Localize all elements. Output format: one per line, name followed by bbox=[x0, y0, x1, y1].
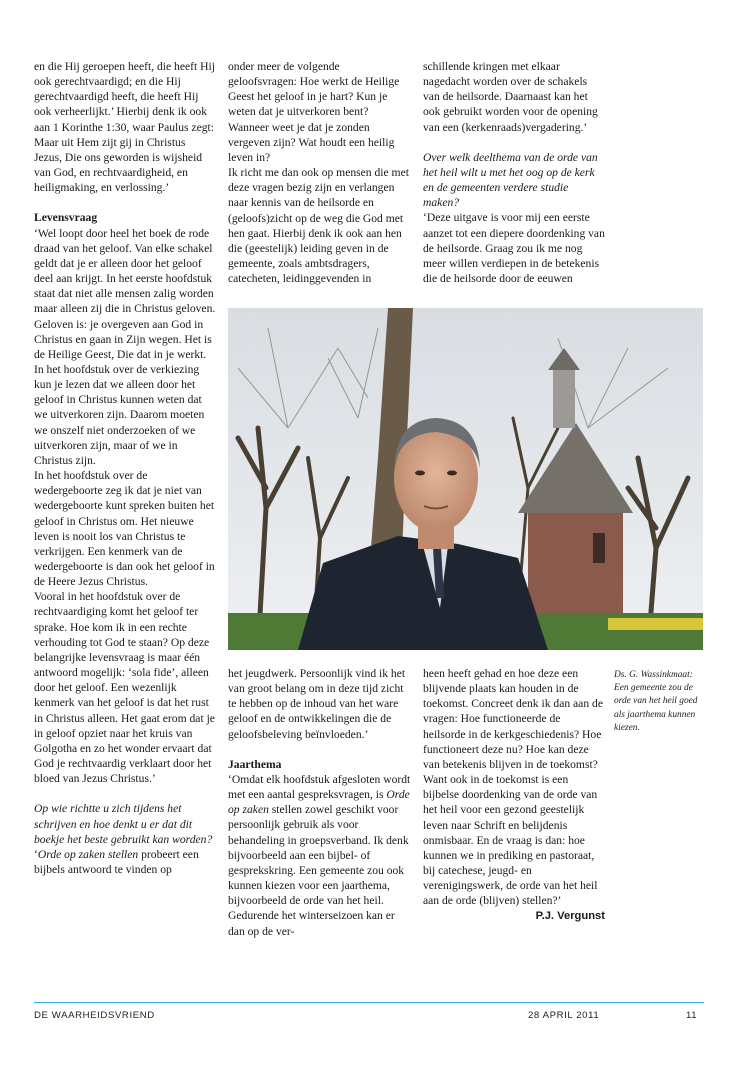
paragraph-text: probeert een bijbels antwoord te vinden op bbox=[34, 847, 199, 876]
paragraph bbox=[228, 772, 411, 939]
book-title: Orde op zaken bbox=[228, 788, 410, 817]
paragraph: In het hoofdstuk over de wedergeboorte zeg ik dat je niet van wedergeboorte kunt spreken buiten het geloof in Christus om. Het nieuwe leven is nooit los van Christus te verkrijgen. Een kenmerk van de wedergeboorte is dan ook het geloof in de Heere Jezus Christus. bbox=[34, 469, 215, 589]
article-column-1 bbox=[34, 59, 216, 877]
section-heading-jaarthema: Jaarthema bbox=[228, 757, 282, 771]
article-column-2-bottom bbox=[228, 666, 411, 939]
footer-divider bbox=[34, 1002, 704, 1003]
section-heading-levensvraag: Levensvraag bbox=[34, 211, 98, 225]
book-title: Orde op zaken stellen bbox=[37, 847, 139, 861]
paragraph-text: stellen zowel geschikt voor persoonlijk gebruik als voor behandeling in groepsverband. Ik denk bijvoorbeeld aan een bijbel- of gesprekskring. Een gemeente zou ook kunnen kiezen voor een jaarthema, bijvoorbeeld de orde van het heil. Gedurende het winterseizoen kan er dan op de ver- bbox=[228, 803, 409, 938]
page-number: 11 bbox=[686, 1010, 698, 1021]
article-column-2 bbox=[228, 59, 411, 286]
paragraph: het jeugdwerk. Persoonlijk vind ik het van groot belang om in deze tijd zicht te hebben op de inhoud van het ware geloof en de ontwikkelingen die de geloofsbeleving beïnvloeden.’ bbox=[228, 667, 406, 741]
quote-mark: ‘ bbox=[34, 847, 38, 861]
paragraph: Vooral in het hoofdstuk over de rechtvaardiging komt het geloof ter sprake. Hoe kom ik in een rechte verhouding tot God te staan? Op deze belangrijke levensvraag is maar één antwoord mogelijk: ‘sola fide’, alleen door het geloof. Een wezenlijk kenmerk van het geloof is dat het rust in Christus alleen. Het gaat erom dat je in geloof opziet naar het kruis van Golgotha en zo het wonder ervaart dat God je rechtvaardig verklaart door het bloed van Jezus Christus.’ bbox=[34, 590, 215, 786]
photo-caption: Ds. G. Wassinkmaat: Een gemeente zou de orde van het heil goed als jaarthema kunnen kiezen. bbox=[614, 670, 698, 733]
portrait-photo bbox=[228, 308, 703, 650]
interview-question: Over welk deelthema van de orde van het heil wilt u met het oog op de kerk en de gemeenten verdere studie maken? bbox=[423, 150, 598, 210]
issue-date: 28 APRIL 2011 bbox=[528, 1010, 600, 1021]
paragraph: schillende kringen met elkaar nagedacht worden over de schakels van de heilsorde. Daarnaast kan het ook gebruikt worden voor de opening van een (kerkenraads)vergadering.’ bbox=[423, 60, 598, 134]
publication-name: DE WAARHEIDSVRIEND bbox=[34, 1010, 155, 1021]
author-byline: P.J. Vergunst bbox=[535, 909, 605, 922]
paragraph: en die Hij geroepen heeft, die heeft Hij ook gerechtvaardigd; en die Hij gerechtvaardigd heeft, die heeft Hij ook verheerlijkt.’ Hierbij denk ik ook aan 1 Korinthe 1:30, waar Paulus zegt: Maar uit Hem zijt gij in Christus Jezus, Die ons geworden is wijsheid van God, en rechtvaardigheid, en heiligmaking, en verlossing.’ bbox=[34, 60, 215, 195]
paragraph: heen heeft gehad en hoe deze een blijvende plaats kan houden in de toekomst. Concreet denk ik dan aan de vragen: Hoe functioneerde de heilsorde in de kerkgeschiedenis? Hoe functioneert deze nu? Hoe kan deze van betekenis blijven in de toekomst? Want ook in de toekomst is een bijbelse doordenking van de orde van het heil voor een gezond geestelijk leven naar Schrift en belijdenis onmisbaar. En de vraag is dan: hoe kunnen we in prediking en pastoraat, bij catechese, jeugd- en verenigingswerk, de orde van het heil aan de orde (blijven) stellen?’ bbox=[423, 667, 603, 908]
paragraph bbox=[34, 847, 216, 877]
paragraph: ‘Deze uitgave is voor mij een eerste aanzet tot een diepere doordenking van de heilsorde. Graag zou ik me nog meer willen verdiepen in de betekenis die de heilsorde door de eeuwen bbox=[423, 211, 605, 286]
interview-question: Op wie richtte u zich tijdens het schrijven en hoe denkt u er dat dit boekje het beste gebruikt kan worden? bbox=[34, 802, 213, 846]
article-column-3-bottom bbox=[423, 666, 605, 924]
paragraph: Ik richt me dan ook op mensen die met deze vragen bezig zijn en verlangen naar kennis van de heilsorde en (geloofs)zicht op de weg die God met hen gaat. Hierbij denk ik ook aan hen die (geestelijk) leiding geven in de gemeente, zoals ambtsdragers, catecheten, leidinggevenden in bbox=[228, 166, 409, 286]
photo-illustration bbox=[228, 308, 703, 650]
paragraph-text: ‘Omdat elk hoofdstuk afgesloten wordt met een aantal gespreksvragen, is bbox=[228, 772, 411, 802]
paragraph: ‘Wel loopt door heel het boek de rode draad van het geloof. Van elke schakel geldt dat je er alleen door het geloof deel aan krijgt. In het eerste hoofdstuk staat dat niet alle mensen zalig worden maar alleen zij die in Christus geloven. Geloven is: je overgeven aan God in Christus en gaan in Zijn wegen. Het is de Heilige Geest, Die dat in je werkt. bbox=[34, 226, 216, 361]
article-column-3 bbox=[423, 59, 605, 286]
paragraph: onder meer de volgende geloofsvragen: Hoe werkt de Heilige Geest het geloof in je hart? Kun je weten dat je uitverkoren bent? Wanneer weet je dat je zonden vergeven zijn? Wat houdt een heilig leven in? bbox=[228, 60, 400, 164]
paragraph: In het hoofdstuk over de verkiezing kun je lezen dat we alleen door het geloof in Christus kunnen weten dat we uitverkoren zijn. Daarom moeten we onszelf niet onderzoeken of we uitverkoren zijn, maar of we in Christus zijn. bbox=[34, 362, 205, 467]
